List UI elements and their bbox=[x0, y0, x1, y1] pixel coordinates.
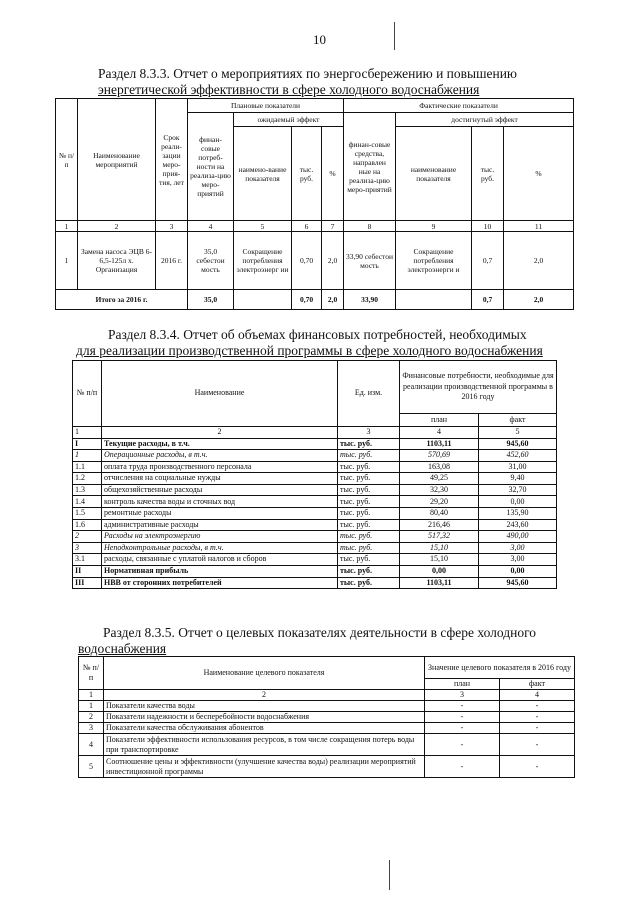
header-num: № п/п bbox=[73, 361, 102, 427]
row-name: Расходы на электроэнергию bbox=[102, 531, 338, 543]
header-achieved-effect: достигнутый эффект bbox=[396, 113, 574, 127]
row-plan: - bbox=[425, 712, 500, 723]
row-fact: 9,40 bbox=[479, 473, 557, 485]
row-name: НВВ от сторонних потребителей bbox=[102, 577, 338, 589]
col-number: 6 bbox=[292, 221, 322, 232]
row-num: 1.3 bbox=[73, 484, 102, 496]
row-name: Соотношение цены и эффективности (улучшение качества воды) реализации мероприятий инвестиционной программы bbox=[104, 756, 425, 778]
col-number: 8 bbox=[344, 221, 396, 232]
header-fin-fact: финан-совые средства, направлен ные на реализа-цию меро-приятий bbox=[344, 113, 396, 221]
row-num: 3.1 bbox=[73, 554, 102, 566]
row-num: 1.5 bbox=[73, 508, 102, 520]
col-number: 3 bbox=[425, 690, 500, 701]
col-number: 1 bbox=[73, 427, 102, 439]
row-num: 1.1 bbox=[73, 461, 102, 473]
header-expected-effect: ожидаемый эффект bbox=[234, 113, 344, 127]
col-number: 5 bbox=[479, 427, 557, 439]
row-unit: тыс. руб. bbox=[338, 531, 400, 543]
total-pct-fact: 2,0 bbox=[504, 290, 574, 310]
header-fin-plan: финан-совые потреб-ности на реализа-цию меро-приятий bbox=[188, 113, 234, 221]
header-plan: план bbox=[425, 679, 500, 690]
row-num: 5 bbox=[79, 756, 104, 778]
row-unit: тыс. руб. bbox=[338, 438, 400, 450]
table-row bbox=[73, 484, 557, 496]
title-line-1: Раздел 8.3.4. Отчет об объемах финансовых потребностей, необходимых bbox=[108, 327, 527, 342]
row-name: Текущие расходы, в т.ч. bbox=[102, 438, 338, 450]
row-num: 4 bbox=[79, 734, 104, 756]
col-number: 10 bbox=[472, 221, 504, 232]
row-plan: - bbox=[425, 756, 500, 778]
table-row bbox=[73, 531, 557, 543]
row-plan: 15,10 bbox=[400, 554, 479, 566]
total-rub-fact: 0,7 bbox=[472, 290, 504, 310]
row-name: ремонтные расходы bbox=[102, 508, 338, 520]
title-line-1: Раздел 8.3.5. Отчет о целевых показателях деятельности в сфере холодного bbox=[103, 625, 537, 640]
row-num: III bbox=[73, 577, 102, 589]
binder-mark bbox=[389, 860, 390, 890]
row-fact: - bbox=[500, 712, 575, 723]
table-row bbox=[73, 450, 557, 462]
header-term: Срок реали-зации меро-прия-тия, лет bbox=[156, 99, 188, 221]
row-unit: тыс. руб. bbox=[338, 542, 400, 554]
col-number: 1 bbox=[56, 221, 78, 232]
table-row bbox=[73, 577, 557, 589]
col-number: 5 bbox=[234, 221, 292, 232]
row-plan: - bbox=[425, 701, 500, 712]
row-plan: 570,69 bbox=[400, 450, 479, 462]
total-fin-fact: 33,90 bbox=[344, 290, 396, 310]
header-ind-name-fact: наименование показателя bbox=[396, 127, 472, 221]
page-number: 10 bbox=[313, 32, 326, 47]
row-plan: 15,10 bbox=[400, 542, 479, 554]
row-fact: 945,60 bbox=[479, 577, 557, 589]
row-name: Показатели качества обслуживания абонентов bbox=[104, 723, 425, 734]
table-row bbox=[73, 566, 557, 578]
row-plan: 32,30 bbox=[400, 484, 479, 496]
row-rub-plan: 0,70 bbox=[292, 232, 322, 290]
row-name: административные расходы bbox=[102, 519, 338, 531]
energy-saving-table bbox=[55, 98, 574, 310]
section-8-3-5-title bbox=[78, 625, 536, 657]
row-fact: 31,00 bbox=[479, 461, 557, 473]
table-row bbox=[79, 734, 575, 756]
row-term: 2016 г. bbox=[156, 232, 188, 290]
row-unit: тыс. руб. bbox=[338, 508, 400, 520]
table-row bbox=[56, 232, 574, 290]
row-num: 1 bbox=[73, 450, 102, 462]
row-pct-plan: 2,0 bbox=[322, 232, 344, 290]
binder-mark bbox=[394, 22, 395, 50]
section-8-3-3-title bbox=[98, 66, 517, 98]
header-pct: % bbox=[322, 127, 344, 221]
col-number: 1 bbox=[79, 690, 104, 701]
header-plan: план bbox=[400, 414, 479, 427]
col-number: 2 bbox=[102, 427, 338, 439]
row-fact: 32,70 bbox=[479, 484, 557, 496]
title-line-2: для реализации производственной программы в сфере холодного водоснабжения bbox=[76, 343, 543, 358]
row-num: II bbox=[73, 566, 102, 578]
col-number: 2 bbox=[78, 221, 156, 232]
total-label: Итого за 2016 г. bbox=[56, 290, 188, 310]
header-unit: тыс. руб. bbox=[292, 127, 322, 221]
row-unit: тыс. руб. bbox=[338, 484, 400, 496]
col-number: 3 bbox=[338, 427, 400, 439]
header-unit-fact: тыс. руб. bbox=[472, 127, 504, 221]
row-num: I bbox=[73, 438, 102, 450]
row-plan: 216,46 bbox=[400, 519, 479, 531]
row-name: Показатели качества воды bbox=[104, 701, 425, 712]
total-pct-plan: 2,0 bbox=[322, 290, 344, 310]
row-plan: 0,00 bbox=[400, 566, 479, 578]
header-num: № п/п bbox=[79, 657, 104, 690]
col-number: 11 bbox=[504, 221, 574, 232]
col-number: 2 bbox=[104, 690, 425, 701]
row-unit: тыс. руб. bbox=[338, 473, 400, 485]
row-plan: 517,32 bbox=[400, 531, 479, 543]
section-8-3-4-title bbox=[76, 327, 543, 359]
row-name: оплата труда производственного персонала bbox=[102, 461, 338, 473]
header-fact: факт bbox=[479, 414, 557, 427]
target-indicators-table bbox=[78, 656, 575, 778]
row-num: 1 bbox=[56, 232, 78, 290]
row-num: 2 bbox=[73, 531, 102, 543]
row-fact: 0,00 bbox=[479, 566, 557, 578]
row-fact: - bbox=[500, 734, 575, 756]
row-num: 1.6 bbox=[73, 519, 102, 531]
table-row bbox=[73, 438, 557, 450]
row-name: отчисления на социальные нужды bbox=[102, 473, 338, 485]
total-fin-plan: 35,0 bbox=[188, 290, 234, 310]
row-plan: 49,25 bbox=[400, 473, 479, 485]
column-numbers-row bbox=[79, 690, 575, 701]
col-number: 4 bbox=[500, 690, 575, 701]
row-name: Неподконтрольные расходы, в т.ч. bbox=[102, 542, 338, 554]
col-number: 9 bbox=[396, 221, 472, 232]
table-row bbox=[73, 461, 557, 473]
column-numbers-row bbox=[73, 427, 557, 439]
row-plan: 1103,11 bbox=[400, 577, 479, 589]
row-fact: - bbox=[500, 701, 575, 712]
col-number: 7 bbox=[322, 221, 344, 232]
row-plan: 80,40 bbox=[400, 508, 479, 520]
col-number: 3 bbox=[156, 221, 188, 232]
row-fact: 452,60 bbox=[479, 450, 557, 462]
row-num: 1 bbox=[79, 701, 104, 712]
row-fact: - bbox=[500, 723, 575, 734]
header-num: № п/п bbox=[56, 99, 78, 221]
row-name: расходы, связанные с уплатой налогов и сборов bbox=[102, 554, 338, 566]
row-rub-fact: 0,7 bbox=[472, 232, 504, 290]
row-unit: тыс. руб. bbox=[338, 577, 400, 589]
row-fact: 3,00 bbox=[479, 554, 557, 566]
row-unit: тыс. руб. bbox=[338, 566, 400, 578]
title-line-1: Раздел 8.3.3. Отчет о мероприятиях по энергосбережению и повышению bbox=[98, 66, 518, 81]
col-number: 4 bbox=[400, 427, 479, 439]
header-fact: факт bbox=[500, 679, 575, 690]
column-numbers-row bbox=[56, 221, 574, 232]
title-line-2: энергетической эффективности в сфере холодного водоснабжения bbox=[98, 82, 480, 97]
row-plan: - bbox=[425, 723, 500, 734]
row-name: контроль качества воды и сточных вод bbox=[102, 496, 338, 508]
row-name: Операционные расходы, в т.ч. bbox=[102, 450, 338, 462]
row-plan: - bbox=[425, 734, 500, 756]
header-name: Наименование целевого показателя bbox=[104, 657, 425, 690]
header-name: Наименование bbox=[102, 361, 338, 427]
header-ind-name: наимено-вание показателя bbox=[234, 127, 292, 221]
total-rub-plan: 0,70 bbox=[292, 290, 322, 310]
table-row bbox=[73, 508, 557, 520]
table-row bbox=[79, 756, 575, 778]
row-unit: тыс. руб. bbox=[338, 450, 400, 462]
financial-needs-table bbox=[72, 360, 557, 589]
row-fact: 0,00 bbox=[479, 496, 557, 508]
row-name: общехозяйственные расходы bbox=[102, 484, 338, 496]
row-unit: тыс. руб. bbox=[338, 554, 400, 566]
header-unit: Ед. изм. bbox=[338, 361, 400, 427]
header-value: Значение целевого показателя в 2016 году bbox=[425, 657, 575, 679]
row-fact: - bbox=[500, 756, 575, 778]
row-num: 1.4 bbox=[73, 496, 102, 508]
table-row bbox=[79, 701, 575, 712]
row-num: 3 bbox=[79, 723, 104, 734]
row-name: Нормативная прибыль bbox=[102, 566, 338, 578]
row-pct-fact: 2,0 bbox=[504, 232, 574, 290]
header-pct-fact: % bbox=[504, 127, 574, 221]
header-name: Наименование мероприятий bbox=[78, 99, 156, 221]
title-line-2: водоснабжения bbox=[78, 641, 167, 656]
row-plan: 29,20 bbox=[400, 496, 479, 508]
row-num: 3 bbox=[73, 542, 102, 554]
table-row bbox=[73, 473, 557, 485]
header-actual: Фактические показатели bbox=[344, 99, 574, 113]
table-row bbox=[73, 519, 557, 531]
row-fact: 135,90 bbox=[479, 508, 557, 520]
header-planned: Плановые показатели bbox=[188, 99, 344, 113]
table-row bbox=[79, 712, 575, 723]
row-name: Показатели эффективности использования ресурсов, в том числе сокращения потерь воды при транспортировке bbox=[104, 734, 425, 756]
table-row bbox=[73, 554, 557, 566]
table-row bbox=[73, 496, 557, 508]
row-unit: тыс. руб. bbox=[338, 519, 400, 531]
row-plan: 163,08 bbox=[400, 461, 479, 473]
row-name: Показатели надежности и бесперебойности водоснабжения bbox=[104, 712, 425, 723]
row-fact: 490,00 bbox=[479, 531, 557, 543]
row-ind-plan: Сокращение потребления электроэнерг ии bbox=[234, 232, 292, 290]
row-fin-fact: 33,90 себестои мость bbox=[344, 232, 396, 290]
row-fact: 243,60 bbox=[479, 519, 557, 531]
row-name: Замена насоса ЭЦВ 6-6,5-125л х. Организация bbox=[78, 232, 156, 290]
total-row bbox=[56, 290, 574, 310]
row-unit: тыс. руб. bbox=[338, 461, 400, 473]
total-empty bbox=[396, 290, 472, 310]
header-fin: Финансовые потребности, необходимые для реализации производственной программы в 2016 году bbox=[400, 361, 557, 414]
row-plan: 1103,11 bbox=[400, 438, 479, 450]
col-number: 4 bbox=[188, 221, 234, 232]
row-unit: тыс. руб. bbox=[338, 496, 400, 508]
row-num: 1.2 bbox=[73, 473, 102, 485]
row-ind-fact: Сокращение потребления электроэнерги и bbox=[396, 232, 472, 290]
row-fact: 945,60 bbox=[479, 438, 557, 450]
table-row bbox=[73, 542, 557, 554]
row-num: 2 bbox=[79, 712, 104, 723]
total-empty bbox=[234, 290, 292, 310]
table-row bbox=[79, 723, 575, 734]
row-fact: 3,00 bbox=[479, 542, 557, 554]
row-fin-plan: 35,0 себестои мость bbox=[188, 232, 234, 290]
